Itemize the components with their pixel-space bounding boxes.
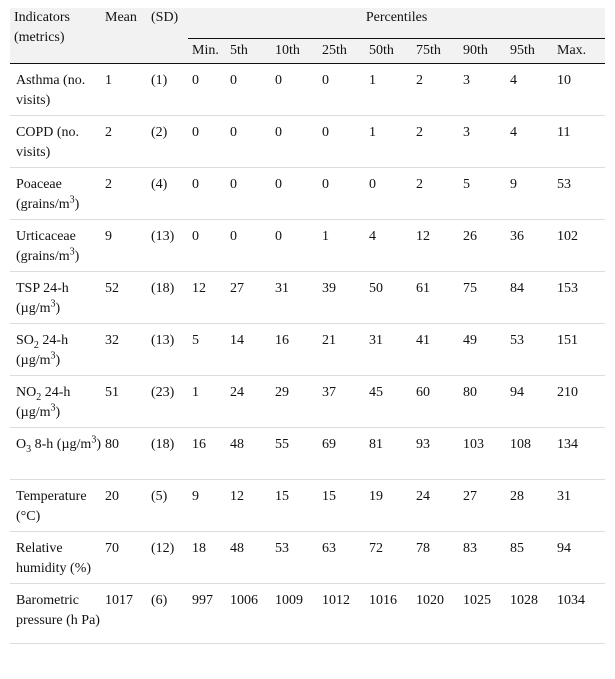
percentile-cell: 26 [459,220,506,272]
percentile-cell: 53 [506,324,553,376]
indicator-unit-close: ) [74,197,80,212]
percentile-cell: 1 [365,116,412,168]
indicator-subscript: 2 [33,339,39,351]
percentile-cell: 10 [553,64,605,116]
indicator-cell [10,168,101,220]
percentile-cell: 55 [271,428,318,480]
mean-cell: 2 [101,168,147,220]
percentile-cell: 0 [318,64,365,116]
percentile-cell: 1006 [226,584,271,644]
indicator-name: O [16,437,27,452]
indicator-cell [10,272,101,324]
percentile-cell: 5 [459,168,506,220]
percentile-cell: 16 [188,428,226,480]
indicator-unit: (µg/m [16,405,51,420]
percentile-cell: 37 [318,376,365,428]
percentile-cell: 0 [271,116,318,168]
table-row [10,220,605,272]
percentile-cell: 78 [412,532,459,584]
percentile-cell: 12 [412,220,459,272]
header-indicators: Indicators (metrics) [10,8,101,64]
sd-cell: (6) [147,584,188,644]
indicator-name: TSP 24-h [16,281,69,296]
percentile-cell: 53 [271,532,318,584]
header-percentile-col: 90th [459,39,506,64]
table-row [10,116,605,168]
percentile-cell: 1025 [459,584,506,644]
percentile-cell: 81 [365,428,412,480]
indicator-name: Poaceae [16,177,62,192]
percentile-cell: 0 [226,220,271,272]
indicator-unit: (µg/m [16,353,51,368]
indicator-unit-close: ) [55,405,61,420]
descriptive-statistics-table [10,8,605,644]
table-row [10,584,605,644]
header-percentile-col: Min. [188,39,226,64]
sd-cell: (18) [147,428,188,480]
percentile-cell: 15 [271,480,318,532]
percentile-cell: 0 [188,220,226,272]
indicator-cell [10,116,101,168]
percentile-cell: 21 [318,324,365,376]
percentile-cell: 94 [506,376,553,428]
sd-cell: (23) [147,376,188,428]
header-percentile-col: 95th [506,39,553,64]
indicator-cell [10,480,101,532]
indicator-name: Urticaceae [16,229,76,244]
percentile-cell: 48 [226,532,271,584]
indicator-cell [10,376,101,428]
sd-cell: (2) [147,116,188,168]
indicator-name: NO [16,385,37,400]
percentile-cell: 72 [365,532,412,584]
indicator-cell [10,428,101,480]
mean-cell: 80 [101,428,147,480]
indicator-name: SO [16,333,34,348]
sd-cell: (4) [147,168,188,220]
table-row [10,324,605,376]
percentile-cell: 83 [459,532,506,584]
percentile-cell: 1 [188,376,226,428]
sd-cell: (18) [147,272,188,324]
percentile-cell: 0 [365,168,412,220]
percentile-cell: 0 [226,168,271,220]
percentile-cell: 4 [506,116,553,168]
indicator-unit: (µg/m [56,437,92,452]
percentile-cell: 80 [459,376,506,428]
indicator-unit-superscript: 3 [69,194,75,206]
indicator-name-suffix: 24-h [38,333,69,348]
indicator-name: Barometric pressure (h Pa) [16,593,100,628]
percentile-cell: 1034 [553,584,605,644]
header-mean: Mean [101,8,147,64]
percentile-cell: 1009 [271,584,318,644]
percentile-cell: 0 [271,168,318,220]
percentile-cell: 1 [318,220,365,272]
percentile-cell: 15 [318,480,365,532]
percentile-cell: 0 [318,116,365,168]
percentile-cell: 0 [226,64,271,116]
sd-cell: (13) [147,324,188,376]
percentile-cell: 0 [271,64,318,116]
percentile-cell: 5 [188,324,226,376]
table-row [10,376,605,428]
percentile-cell: 27 [459,480,506,532]
percentile-cell: 1028 [506,584,553,644]
sd-cell: (12) [147,532,188,584]
table-row [10,64,605,116]
percentile-cell: 93 [412,428,459,480]
percentile-cell: 0 [188,168,226,220]
indicator-unit-superscript: 3 [91,434,97,446]
percentile-cell: 63 [318,532,365,584]
percentile-cell: 12 [188,272,226,324]
indicator-unit: (grains/m [16,249,70,264]
percentile-cell: 49 [459,324,506,376]
indicator-subscript: 2 [36,391,42,403]
indicator-unit-superscript: 3 [69,246,75,258]
percentile-cell: 3 [459,64,506,116]
mean-cell: 32 [101,324,147,376]
percentile-cell: 108 [506,428,553,480]
sd-cell: (5) [147,480,188,532]
indicator-cell [10,64,101,116]
header-percentiles: Percentiles [188,8,605,39]
percentile-cell: 29 [271,376,318,428]
percentile-cell: 60 [412,376,459,428]
percentile-cell: 28 [506,480,553,532]
percentile-cell: 94 [553,532,605,584]
percentile-cell: 53 [553,168,605,220]
indicator-unit: (µg/m [16,301,51,316]
percentile-cell: 102 [553,220,605,272]
percentile-cell: 69 [318,428,365,480]
percentile-cell: 0 [226,116,271,168]
percentile-cell: 85 [506,532,553,584]
indicator-name: COPD (no. visits) [16,125,80,160]
indicator-unit-close: ) [55,353,61,368]
percentile-cell: 84 [506,272,553,324]
percentile-cell: 4 [365,220,412,272]
table-row [10,272,605,324]
percentile-cell: 16 [271,324,318,376]
sd-cell: (1) [147,64,188,116]
mean-cell: 52 [101,272,147,324]
percentile-cell: 1020 [412,584,459,644]
percentile-cell: 48 [226,428,271,480]
indicator-subscript: 3 [26,443,32,455]
indicator-unit-superscript: 3 [50,402,56,414]
percentile-cell: 39 [318,272,365,324]
percentile-cell: 31 [271,272,318,324]
percentile-cell: 153 [553,272,605,324]
percentile-cell: 45 [365,376,412,428]
mean-cell: 70 [101,532,147,584]
percentile-cell: 2 [412,64,459,116]
table-row [10,428,605,480]
percentile-cell: 31 [553,480,605,532]
percentile-cell: 41 [412,324,459,376]
percentile-cell: 9 [506,168,553,220]
indicator-unit-close: ) [55,301,61,316]
indicator-name-suffix: 24-h [41,385,71,400]
percentile-cell: 14 [226,324,271,376]
percentile-cell: 1 [365,64,412,116]
percentile-cell: 9 [188,480,226,532]
table-row [10,168,605,220]
percentile-cell: 210 [553,376,605,428]
mean-cell: 20 [101,480,147,532]
indicator-cell [10,220,101,272]
percentile-cell: 12 [226,480,271,532]
percentile-cell: 75 [459,272,506,324]
percentile-cell: 18 [188,532,226,584]
indicator-cell [10,584,101,644]
table-row [10,532,605,584]
indicator-cell [10,532,101,584]
percentile-cell: 61 [412,272,459,324]
mean-cell: 1017 [101,584,147,644]
mean-cell: 2 [101,116,147,168]
table-container [10,8,605,644]
percentile-cell: 11 [553,116,605,168]
percentile-cell: 1012 [318,584,365,644]
percentile-cell: 1016 [365,584,412,644]
percentile-cell: 24 [412,480,459,532]
indicator-unit-superscript: 3 [50,350,56,362]
mean-cell: 51 [101,376,147,428]
header-percentile-col: 5th [226,39,271,64]
header-percentile-col: 50th [365,39,412,64]
indicator-unit-close: ) [96,437,101,452]
header-percentile-col: 75th [412,39,459,64]
indicator-name-suffix: 8-h [31,437,54,452]
header-percentile-col: 10th [271,39,318,64]
percentile-cell: 103 [459,428,506,480]
header-sd: (SD) [147,8,188,64]
indicator-name: Relative humidity (%) [16,541,92,576]
indicator-cell [10,324,101,376]
percentile-cell: 50 [365,272,412,324]
percentile-cell: 0 [318,168,365,220]
percentile-cell: 997 [188,584,226,644]
percentile-cell: 3 [459,116,506,168]
percentile-cell: 4 [506,64,553,116]
percentile-cell: 0 [271,220,318,272]
indicator-name: Asthma (no. visits) [16,73,86,108]
indicator-unit-close: ) [74,249,80,264]
percentile-cell: 2 [412,116,459,168]
percentile-cell: 2 [412,168,459,220]
percentile-cell: 31 [365,324,412,376]
table-row [10,480,605,532]
mean-cell: 9 [101,220,147,272]
percentile-cell: 27 [226,272,271,324]
indicator-name: Temperature (°C) [16,489,87,524]
header-percentile-col: 25th [318,39,365,64]
percentile-cell: 36 [506,220,553,272]
header-percentile-col: Max. [553,39,605,64]
indicator-unit: (grains/m [16,197,70,212]
percentile-cell: 0 [188,64,226,116]
percentile-cell: 134 [553,428,605,480]
percentile-cell: 0 [188,116,226,168]
percentile-cell: 19 [365,480,412,532]
sd-cell: (13) [147,220,188,272]
indicator-unit-superscript: 3 [50,298,56,310]
percentile-cell: 24 [226,376,271,428]
mean-cell: 1 [101,64,147,116]
percentile-cell: 151 [553,324,605,376]
